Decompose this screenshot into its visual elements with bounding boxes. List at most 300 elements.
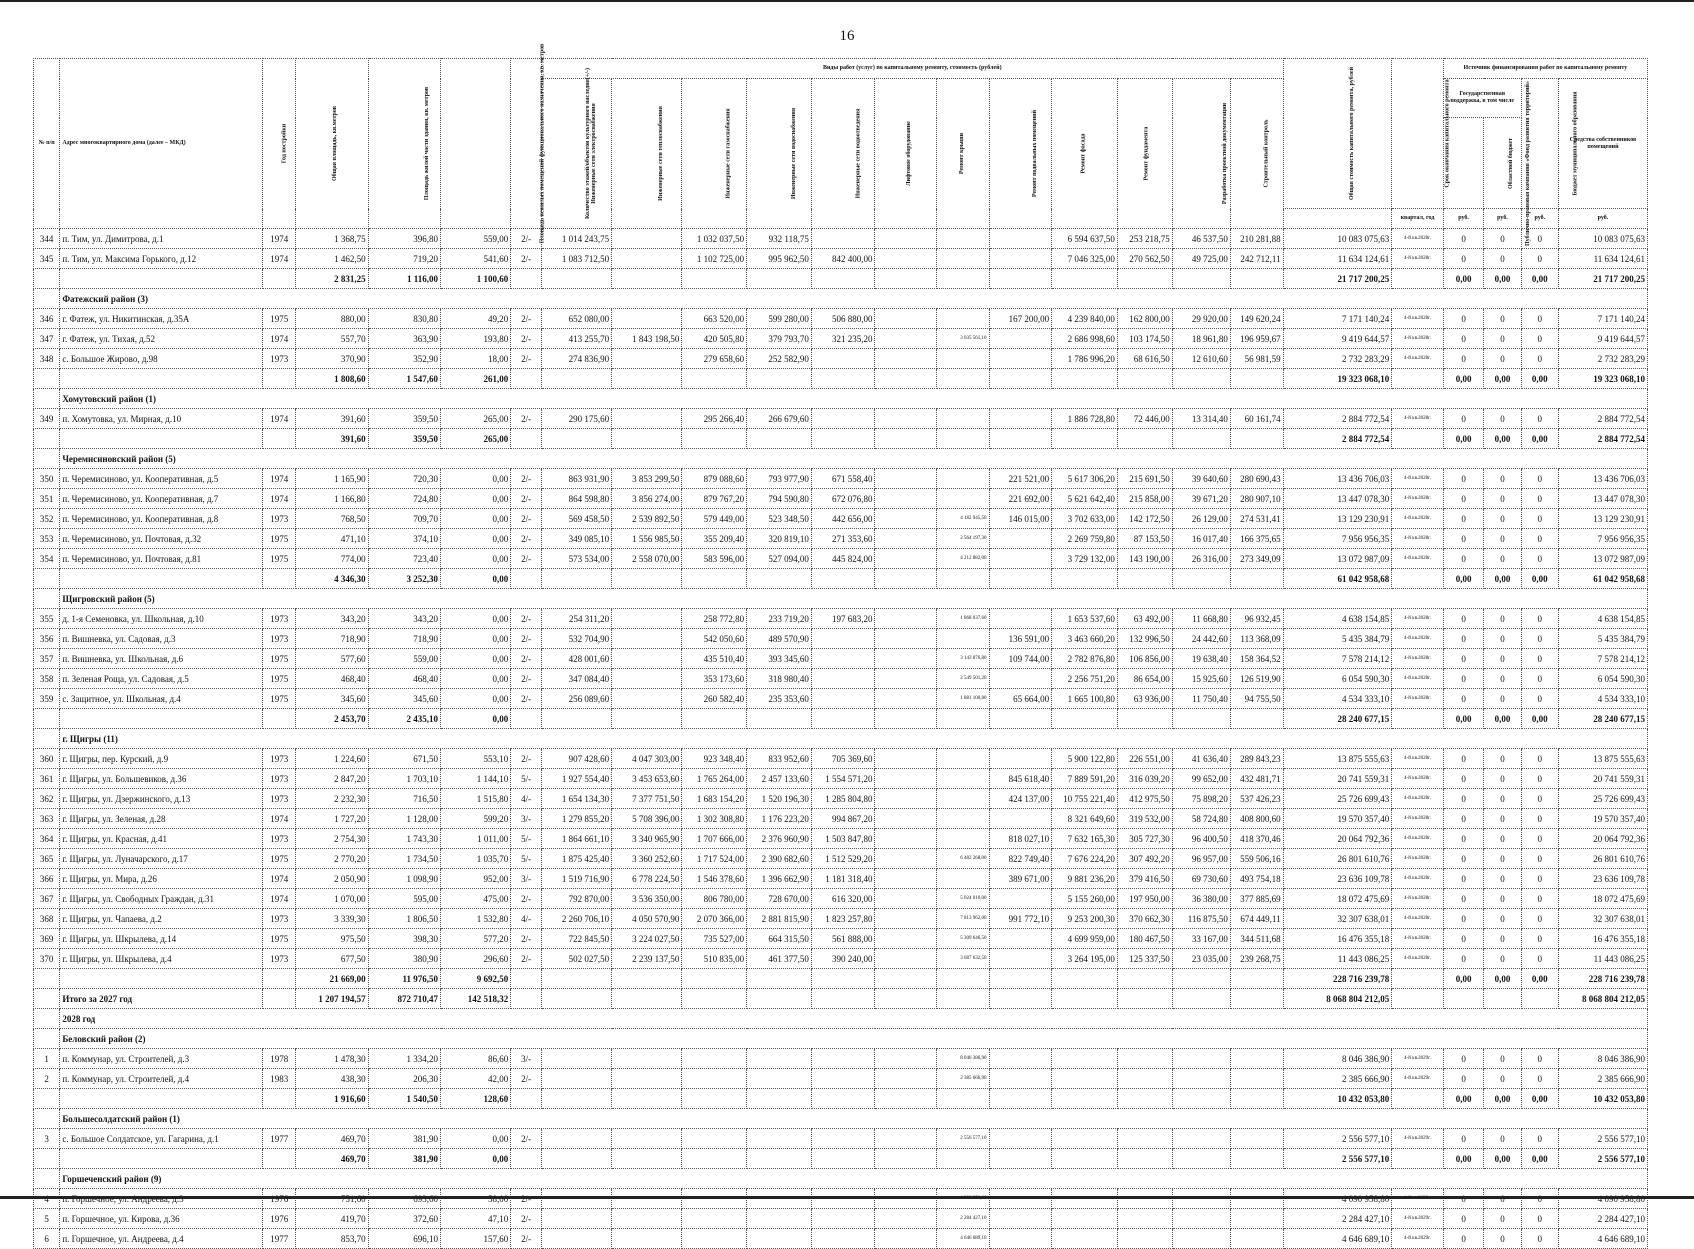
cell: 1973 (263, 949, 296, 969)
row-number-cell: 367 (34, 889, 60, 909)
cell: 4-й кв.2028г. (1392, 469, 1444, 489)
cell: 2 385 666,90 (936, 1069, 989, 1089)
header-rub-1: руб. (1443, 209, 1484, 229)
cell: 13 129 230,91 (1283, 509, 1392, 529)
cell: 1 014 243,75 (541, 229, 611, 249)
address-cell: п. Черемисиново, ул. Кооперативная, д.5 (60, 469, 263, 489)
cell: 818 027,10 (989, 829, 1052, 849)
cell: 2 390 682,60 (747, 849, 812, 869)
cell: 672 076,80 (811, 489, 875, 509)
cell: 1 864 661,10 (541, 829, 611, 849)
cell: 5 309 646,50 (936, 929, 989, 949)
cell: 180 467,50 (1117, 929, 1172, 949)
cell: 1 334,20 (368, 1049, 440, 1069)
cell (875, 969, 936, 989)
cell (541, 1049, 611, 1069)
address-cell: п. Черемисиново, ул. Почтовая, д.81 (60, 549, 263, 569)
cell: 461 377,50 (747, 949, 812, 969)
row-number-cell: 354 (34, 549, 60, 569)
cell: 0 (1443, 689, 1484, 709)
cell (1052, 1049, 1118, 1069)
cell: 307 492,20 (1117, 849, 1172, 869)
cell: 442 656,00 (811, 509, 875, 529)
cell: 3 536 350,00 (612, 889, 682, 909)
cell: 26 801 610,76 (1558, 849, 1647, 869)
cell: 4-й кв.2028г. (1392, 549, 1444, 569)
cell: 20 064 792,36 (1558, 829, 1647, 849)
cell: 252 582,90 (747, 349, 812, 369)
cell: 0 (1443, 649, 1484, 669)
cell: 8 068 804 212,05 (1283, 989, 1392, 1009)
cell: 0 (1521, 789, 1558, 809)
header-fin-fund: Публично-правовая компания «Фонд развития территорий» (1443, 118, 1484, 209)
cell: 2/- (511, 489, 542, 509)
cell: 11 634 124,61 (1283, 249, 1392, 269)
cell: 4-й кв.2028г. (1392, 949, 1444, 969)
cell: 952,00 (441, 869, 511, 889)
cell: 2/- (511, 609, 542, 629)
cell: 0 (1443, 349, 1484, 369)
cell: 471,10 (296, 529, 368, 549)
cell: 1 717 524,00 (682, 849, 747, 869)
cell: 266 679,60 (747, 409, 812, 429)
cell (541, 1229, 611, 1249)
cell: 0 (1443, 309, 1484, 329)
cell (1521, 989, 1558, 1009)
cell: 28 240 677,15 (1283, 709, 1392, 729)
cell (811, 629, 875, 649)
cell (875, 789, 936, 809)
cell: 599,20 (441, 809, 511, 829)
cell: 768,50 (296, 509, 368, 529)
cell: 1 165,90 (296, 469, 368, 489)
cell (1052, 269, 1118, 289)
cell: 1973 (263, 629, 296, 649)
cell (936, 969, 989, 989)
cell: 0 (1443, 749, 1484, 769)
table-row (34, 749, 1648, 769)
cell (612, 429, 682, 449)
cell: 616 320,00 (811, 889, 875, 909)
cell: 2/- (511, 949, 542, 969)
row-number-cell: 365 (34, 849, 60, 869)
cell: 1 478,30 (296, 1049, 368, 1069)
cell (875, 949, 936, 969)
cell: 13 072 987,09 (1558, 549, 1647, 569)
cell: 4-й кв.2028г. (1392, 669, 1444, 689)
cell: 343,20 (296, 609, 368, 629)
cell: 0 (1443, 249, 1484, 269)
cell: 432 481,71 (1230, 769, 1283, 789)
cell: 4 212 882,00 (936, 549, 989, 569)
cell: 11 634 124,61 (1558, 249, 1647, 269)
cell: 0,00 (441, 569, 511, 589)
cell: 0 (1521, 849, 1558, 869)
cell: 1 727,20 (296, 809, 368, 829)
cell: 3 360 252,60 (612, 849, 682, 869)
section-heading-row (34, 1009, 1648, 1029)
cell: 0 (1443, 509, 1484, 529)
cell: 2 884 772,54 (1283, 409, 1392, 429)
cell (747, 989, 812, 1009)
header-term-unit: квартал, год (1392, 209, 1444, 229)
cell (1392, 1149, 1444, 1169)
cell: 0 (1521, 809, 1558, 829)
cell: 86 654,00 (1117, 669, 1172, 689)
address-cell: п. Черемисиново, ул. Почтовая, д.32 (60, 529, 263, 549)
cell: 599 280,00 (747, 309, 812, 329)
row-number-cell: 361 (34, 769, 60, 789)
cell: 26 316,00 (1172, 549, 1230, 569)
cell: 21 717 200,25 (1558, 269, 1647, 289)
cell: 4 182 945,50 (936, 509, 989, 529)
cell (747, 1049, 812, 1069)
cell (875, 409, 936, 429)
cell: 8 321 649,60 (1052, 809, 1118, 829)
cell (811, 1129, 875, 1149)
cell (1052, 989, 1118, 1009)
cell: 3 252,30 (368, 569, 440, 589)
cell (1392, 989, 1444, 1009)
address-cell: п. Тим, ул. Максима Горького, д.12 (60, 249, 263, 269)
cell: 0 (1521, 1069, 1558, 1089)
cell: 4-й кв.2028г. (1392, 909, 1444, 929)
cell: 6 778 224,50 (612, 869, 682, 889)
cell: 0,00 (1443, 1089, 1484, 1109)
cell: 0 (1484, 769, 1521, 789)
cell: 197 950,00 (1117, 889, 1172, 909)
cell: 206,30 (368, 1069, 440, 1089)
cell: 4-й кв.2028г. (1392, 809, 1444, 829)
address-cell: с. Большое Жирово, д.98 (60, 349, 263, 369)
header-work-5: Инженерные сети водоотведения (811, 79, 875, 229)
cell (1230, 369, 1283, 389)
cell: 0,00 (1443, 1149, 1484, 1169)
cell: 0,00 (1443, 269, 1484, 289)
cell (1230, 1129, 1283, 1149)
cell: 718,90 (368, 629, 440, 649)
cell: 345,60 (296, 689, 368, 709)
cell: 2 831,25 (296, 269, 368, 289)
cell (989, 1089, 1052, 1109)
cell: 4-й кв.2028г. (1392, 769, 1444, 789)
cell: 3 339,30 (296, 909, 368, 929)
cell: 11 750,40 (1172, 689, 1230, 709)
cell: 228 716 239,78 (1283, 969, 1392, 989)
cell (1172, 709, 1230, 729)
cell (541, 1089, 611, 1109)
cell: 215 691,50 (1117, 469, 1172, 489)
cell: 23 636 109,78 (1283, 869, 1392, 889)
table-row (34, 249, 1648, 269)
subtotal-row (34, 569, 1648, 589)
cell (511, 1089, 542, 1109)
row-number-cell: 364 (34, 829, 60, 849)
cell: 705 369,60 (811, 749, 875, 769)
cell: 215 858,00 (1117, 489, 1172, 509)
cell (612, 669, 682, 689)
cell: 420 505,80 (682, 329, 747, 349)
cell: 1973 (263, 609, 296, 629)
cell (1172, 269, 1230, 289)
cell (1117, 1049, 1172, 1069)
cell: 1973 (263, 789, 296, 809)
cell: 2 884 772,54 (1558, 409, 1647, 429)
cell (1117, 989, 1172, 1009)
cell: 11 668,80 (1172, 609, 1230, 629)
cell: 379 416,50 (1117, 869, 1172, 889)
cell: 2 284 427,10 (1558, 1209, 1647, 1229)
cell: 393 345,60 (747, 649, 812, 669)
cell (936, 629, 989, 649)
cell: 0 (1484, 349, 1521, 369)
address-cell: п. Зеленая Роща, ул. Садовая, д.5 (60, 669, 263, 689)
cell: 794 590,80 (747, 489, 812, 509)
table-row (34, 409, 1648, 429)
cell: 4-й кв.2028г. (1392, 689, 1444, 709)
cell: 553,10 (441, 749, 511, 769)
cell (1117, 569, 1172, 589)
address-cell: г. Щигры, ул. Дзержинского, д.13 (60, 789, 263, 809)
cell: 0 (1521, 749, 1558, 769)
cell: 10 083 075,63 (1558, 229, 1647, 249)
cell (936, 489, 989, 509)
cell (541, 369, 611, 389)
cell (747, 969, 812, 989)
cell: 1 654 134,30 (541, 789, 611, 809)
cell: 0,00 (1521, 569, 1558, 589)
cell: 4 646 689,10 (1558, 1229, 1647, 1249)
cell: 4 646 689,10 (936, 1229, 989, 1249)
bottom-rule (0, 1196, 1694, 1199)
section-heading: Большесолдатский район (1) (60, 1109, 1648, 1129)
cell (989, 989, 1052, 1009)
cell: 4-й кв.2028г. (1392, 409, 1444, 429)
cell: 1974 (263, 409, 296, 429)
cell: 0 (1521, 549, 1558, 569)
cell: 2 284 427,10 (1283, 1209, 1392, 1229)
address-cell: п. Хомутовка, ул. Мирная, д.10 (60, 409, 263, 429)
table-row (34, 609, 1648, 629)
cell: 4-й кв.2028г. (1392, 749, 1444, 769)
cell (682, 269, 747, 289)
row-number-cell: 5 (34, 1209, 60, 1229)
cell: 290 175,60 (541, 409, 611, 429)
cell: 7 578 214,12 (1558, 649, 1647, 669)
cell: 49 725,00 (1172, 249, 1230, 269)
cell: 41 636,40 (1172, 749, 1230, 769)
table-row (34, 309, 1648, 329)
cell: 1983 (263, 1069, 296, 1089)
cell (747, 1089, 812, 1109)
cell: 2/- (511, 349, 542, 369)
cell (511, 569, 542, 589)
cell (811, 649, 875, 669)
cell: 3 853 299,50 (612, 469, 682, 489)
address-cell (60, 369, 263, 389)
cell (936, 789, 989, 809)
cell: 1 176 223,20 (747, 809, 812, 829)
cell: 475,00 (441, 889, 511, 909)
cell: 1 665 100,80 (1052, 689, 1118, 709)
cell: 1 116,00 (368, 269, 440, 289)
cell: 1975 (263, 309, 296, 329)
cell: 0,00 (441, 649, 511, 669)
cell: 221 521,00 (989, 469, 1052, 489)
cell: 5/- (511, 849, 542, 869)
cell: 235 353,60 (747, 689, 812, 709)
cell (875, 509, 936, 529)
cell: 87 153,50 (1117, 529, 1172, 549)
cell: 1 927 554,40 (541, 769, 611, 789)
cell: 833 952,60 (747, 749, 812, 769)
cell (682, 709, 747, 729)
cell: 1973 (263, 909, 296, 929)
cell: 25 726 699,43 (1283, 789, 1392, 809)
row-number-cell: 358 (34, 669, 60, 689)
cell: 353 173,60 (682, 669, 747, 689)
cell (263, 269, 296, 289)
cell: 109 744,00 (989, 649, 1052, 669)
cell: 8 068 804 212,05 (1558, 989, 1647, 1009)
cell: 318 980,40 (747, 669, 812, 689)
cell (875, 249, 936, 269)
cell: 664 315,50 (747, 929, 812, 949)
cell (936, 809, 989, 829)
cell: 0 (1484, 789, 1521, 809)
cell: 923 348,40 (682, 749, 747, 769)
cell (612, 409, 682, 429)
cell: 0 (1521, 309, 1558, 329)
cell: 0 (1484, 1229, 1521, 1249)
cell (811, 569, 875, 589)
header-total-area: Общая площадь, кв.метров (296, 59, 368, 229)
cell: 33 167,00 (1172, 929, 1230, 949)
cell: 0 (1443, 829, 1484, 849)
cell: 3/- (511, 869, 542, 889)
cell (747, 429, 812, 449)
cell (682, 429, 747, 449)
cell: 265,00 (441, 429, 511, 449)
cell (1230, 269, 1283, 289)
cell: 0 (1484, 1049, 1521, 1069)
cell (989, 329, 1052, 349)
cell (34, 289, 60, 309)
header-fin-regional: Областной бюджет (1484, 118, 1521, 209)
cell: 1973 (263, 349, 296, 369)
row-number-cell: 348 (34, 349, 60, 369)
cell: 20 741 559,31 (1558, 769, 1647, 789)
cell: 995 962,50 (747, 249, 812, 269)
address-cell: с. Защитное, ул. Школьная, д.4 (60, 689, 263, 709)
cell: 347 084,40 (541, 669, 611, 689)
cell: 1973 (263, 829, 296, 849)
cell (989, 229, 1052, 249)
cell: 3 143 876,80 (936, 649, 989, 669)
subtotal-row (34, 1089, 1648, 1109)
row-number-cell: 345 (34, 249, 60, 269)
cell (682, 1209, 747, 1229)
cell: 25 726 699,43 (1558, 789, 1647, 809)
row-number-cell: 370 (34, 949, 60, 969)
cell (612, 1129, 682, 1149)
table-row (34, 789, 1648, 809)
cell: 274 836,90 (541, 349, 611, 369)
cell (936, 1149, 989, 1169)
cell: 5/- (511, 829, 542, 849)
cell: 1 707 666,00 (682, 829, 747, 849)
cell (747, 269, 812, 289)
cell: 0,00 (441, 489, 511, 509)
cell: 1974 (263, 329, 296, 349)
cell: 11 443 086,25 (1283, 949, 1392, 969)
cell (747, 1209, 812, 1229)
cell: 126 519,90 (1230, 669, 1283, 689)
cell: 125 337,50 (1117, 949, 1172, 969)
cell: 1974 (263, 469, 296, 489)
address-cell: г. Щигры, ул. Шкрылева, д.14 (60, 929, 263, 949)
cell: 4-й кв.2029г. (1392, 1069, 1444, 1089)
cell: 2 385 666,90 (1558, 1069, 1647, 1089)
cell: 10 432 053,80 (1283, 1089, 1392, 1109)
cell: 13 436 706,03 (1558, 469, 1647, 489)
header-rub-total (1283, 209, 1392, 229)
cell: 4-й кв.2028г. (1392, 489, 1444, 509)
cell: 2/- (511, 1069, 542, 1089)
cell: 7 377 751,50 (612, 789, 682, 809)
cell: 7 578 214,12 (1283, 649, 1392, 669)
cell: 260 582,40 (682, 689, 747, 709)
address-cell (60, 1089, 263, 1109)
row-number-cell: 3 (34, 1129, 60, 1149)
cell: 1 285 804,80 (811, 789, 875, 809)
row-number-cell: 360 (34, 749, 60, 769)
cell: 4-й кв.2029г. (1392, 1229, 1444, 1249)
cell (875, 269, 936, 289)
cell: 2/- (511, 229, 542, 249)
cell: 1 302 308,80 (682, 809, 747, 829)
cell: 280 690,43 (1230, 469, 1283, 489)
cell: 1 703,10 (368, 769, 440, 789)
cell (1117, 969, 1172, 989)
cell: 1 554 571,20 (811, 769, 875, 789)
cell: 28 240 677,15 (1558, 709, 1647, 729)
cell (612, 989, 682, 1009)
address-cell: г. Щигры, ул. Красная, д.41 (60, 829, 263, 849)
cell: 1977 (263, 1129, 296, 1149)
cell: 0,00 (1521, 1149, 1558, 1169)
cell: 0,00 (1484, 1149, 1521, 1169)
cell: 167 200,00 (989, 309, 1052, 329)
table-row (34, 329, 1648, 349)
cell: 0,00 (441, 1129, 511, 1149)
cell (1052, 569, 1118, 589)
header-work-10: Ремонт фундамента (1117, 79, 1172, 229)
cell: 239 268,75 (1230, 949, 1283, 969)
cell (875, 1209, 936, 1229)
cell: 4/- (511, 789, 542, 809)
cell: 9 253 200,30 (1052, 909, 1118, 929)
cell (34, 729, 60, 749)
cell: 1 396 662,90 (747, 869, 812, 889)
header-work-9: Ремонт фасада (1052, 79, 1118, 229)
cell (1052, 1089, 1118, 1109)
section-heading-row (34, 1109, 1648, 1129)
cell: 0 (1484, 869, 1521, 889)
cell: 0 (1521, 509, 1558, 529)
cell: 1 128,00 (368, 809, 440, 829)
cell: 0 (1443, 469, 1484, 489)
